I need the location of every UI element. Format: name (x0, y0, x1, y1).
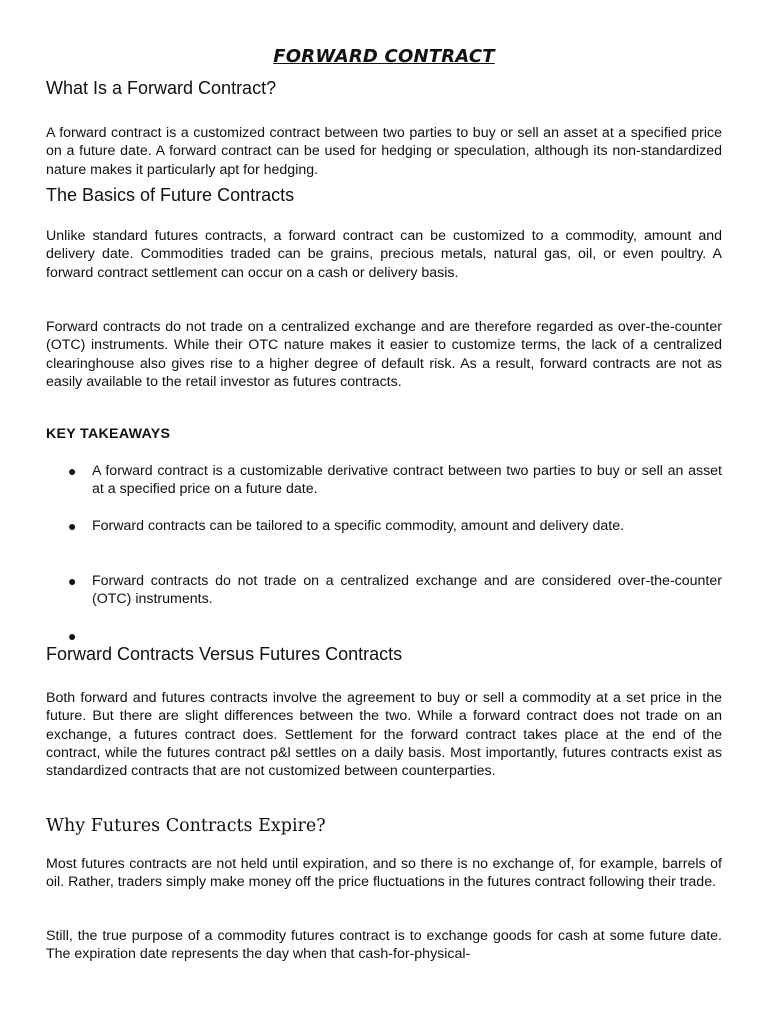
section-heading-why-expire: Why Futures Contracts Expire? (46, 816, 326, 836)
list-item-text: Forward contracts can be tailored to a specific commodity, amount and delivery date. (92, 518, 625, 534)
section-heading-forward-vs-futures: Forward Contracts Versus Futures Contracts (46, 644, 403, 664)
paragraph: Forward contracts do not trade on a centralized exchange and are therefore regarded as over-the-counter (OTC) instruments. While their OTC nature makes it easier to customize terms, the lack of a centralized clearinghouse also gives rise to a higher degree of default risk. As a result, forward contracts are not as easily available to the retail investor as futures contracts. (46, 319, 722, 390)
paragraph: Still, the true purpose of a commodity futures contract is to exchange goods for cash at some future date. The expiration date represents the day when that cash-for-physical- (46, 928, 722, 963)
bullet-icon: ● (68, 463, 77, 479)
section-heading-what-is: What Is a Forward Contract? (46, 78, 277, 98)
bullet-icon: ● (68, 518, 77, 534)
key-takeaways-heading: KEY TAKEAWAYS (46, 426, 171, 442)
document-title: FORWARD CONTRACT (273, 46, 495, 67)
paragraph: A forward contract is a customized contract between two parties to buy or sell an asset at a specified price on a future date. A forward contract can be used for hedging or speculation, although its non-standardized nature makes it particularly apt for hedging. (46, 125, 722, 178)
list-item-text: A forward contract is a customizable derivative contract between two parties to buy or sell an asset at a specified price on a future date. (92, 463, 722, 498)
paragraph: Unlike standard futures contracts, a forward contract can be customized to a commodity, amount and delivery date. Commodities traded can be grains, precious metals, natural gas, oil, or even poultry. A forward contract settlement can occur on a cash or delivery basis. (46, 228, 722, 281)
list-item-text: Forward contracts do not trade on a centralized exchange and are considered over-the-counter (OTC) instruments. (92, 573, 722, 608)
bullet-icon: ● (68, 573, 77, 589)
section-heading-basics: The Basics of Future Contracts (46, 185, 295, 205)
paragraph: Both forward and futures contracts involve the agreement to buy or sell a commodity at a set price in the future. But there are slight differences between the two. While a forward contract does not trade on an exchange, a futures contract does. Settlement for the forward contract takes place at the end of the contract, while the futures contract p&l settles on a daily basis. Most importantly, futures contracts exist as standardized contracts that are not customized between counterparties. (46, 690, 722, 780)
bullet-icon: ● (68, 628, 77, 644)
paragraph: Most futures contracts are not held until expiration, and so there is no exchange of, for example, barrels of oil. Rather, traders simply make money off the price fluctuations in the futures contract following their trade. (46, 856, 722, 891)
